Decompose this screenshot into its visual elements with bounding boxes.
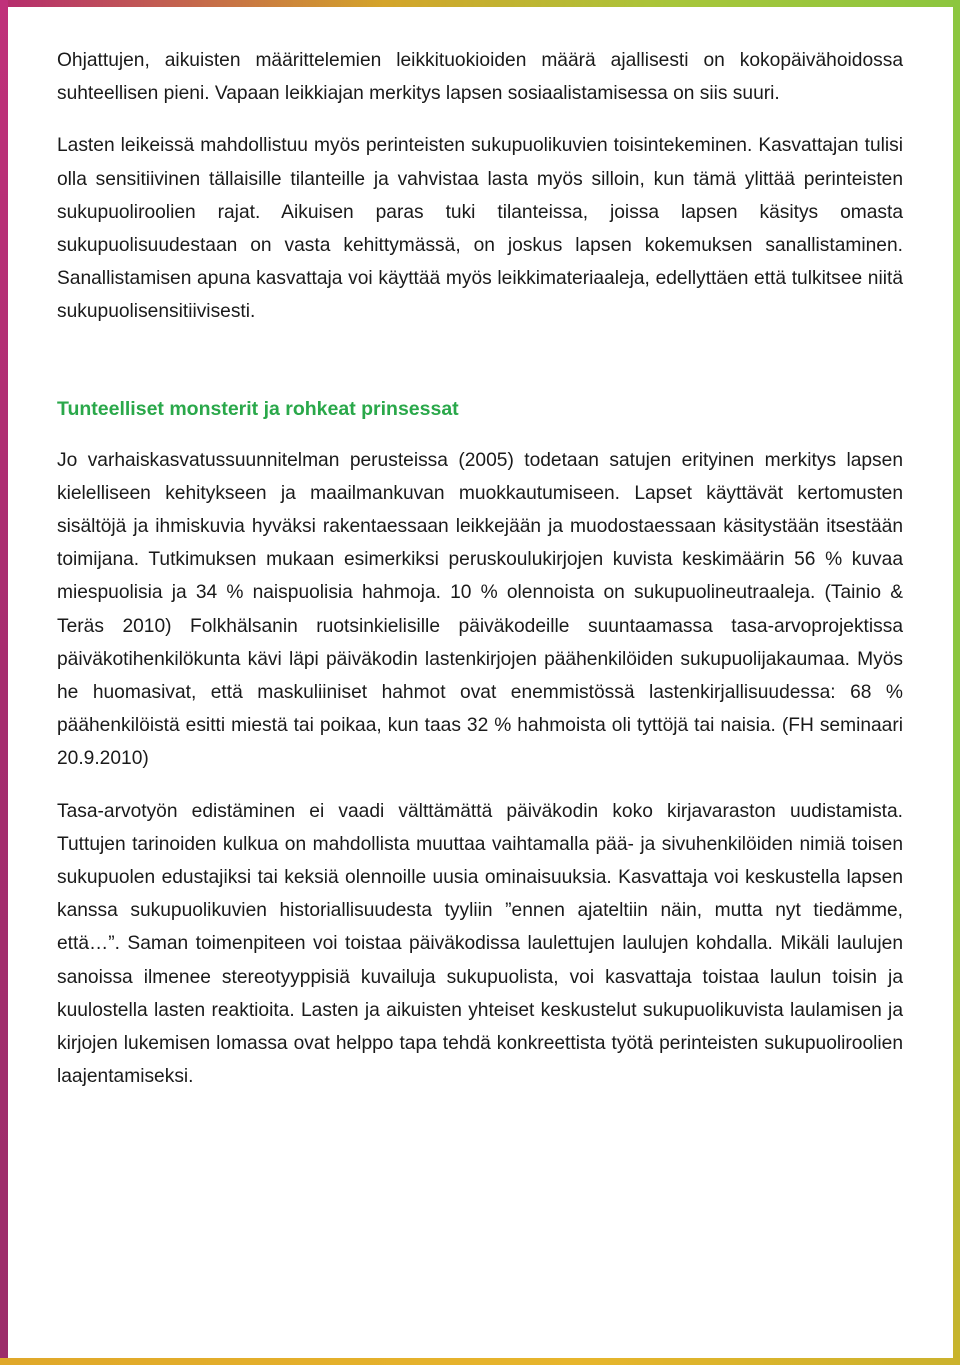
page-border-left (0, 0, 8, 1365)
page-border-right (953, 0, 960, 1365)
paragraph-sadut: Jo varhaiskasvatussuunnitelman perusteissa (2005) todetaan satujen erityinen merkitys lapsen kielelliseen kehitykseen ja maailmankuvan muokkautumiseen. Lapset käyttävät kertomusten sisältöjä ja ihmiskuvia hyväksi rakentaessaan leikkejään ja muodostaessaan käsitystään itsestään toimijana. Tutkimuksen mukaan esimerkiksi peruskoulukirjojen kuvista keskimäärin 56 % kuvaa miespuolisia ja 34 % naispuolisia hahmoja. 10 % olennoista on sukupuolineutraaleja. (Tainio & Teräs 2010) Folkhälsanin ruotsinkielisille päiväkodeille suuntaamassa tasa-arvoprojektissa päiväkotihenkilökunta kävi läpi päiväkodin lastenkirjojen päähenkilöiden sukupuolijakaumaa. Myös he huomasivat, että maskuliiniset hahmot ovat enemmistössä lastenkirjallisuudessa: 68 % päähenkilöistä esitti miestä tai poikaa, kun taas 32 % hahmoista oli tyttöjä tai naisia. (FH seminaari 20.9.2010) (57, 449, 903, 770)
paragraph-lasten-leikit: Lasten leikeissä mahdollistuu myös perinteisten sukupuolikuvien toisintekeminen. Kasvattajan tulisi olla sensitiivinen tällaisille tilanteille ja vahvistaa lasta myös silloin, kun tämä ylittää perinteisten sukupuoliroolien rajat. Aikuisen paras tuki tilanteissa, joissa lapsen käsitys omasta sukupuolisuudestaan on vasta kehittymässä, on joskus lapsen kokemuksen sanallistaminen. Sanallistamisen apuna kasvattaja voi käyttää myös leikkimateriaaleja, edellyttäen että tulkitsee niitä sukupuolisensitiivisesti. (57, 135, 903, 323)
section-heading: Tunteelliset monsterit ja rohkeat prinsessat (57, 397, 459, 420)
page-border-bottom (0, 1358, 960, 1365)
page-border-top (0, 0, 960, 7)
paragraph-kokopaivahoito: Ohjattujen, aikuisten määrittelemien leikkituokioiden määrä ajallisesti on kokopäivähoidossa suhteellisen pieni. Vapaan leikkiajan merkitys lapsen sosiaalistamisessa on siis suuri. (57, 50, 903, 105)
paragraph-tasa-arvotyo: Tasa-arvotyön edistäminen ei vaadi välttämättä päiväkodin koko kirjavaraston uudistamista. Tuttujen tarinoiden kulkua on mahdollista muuttaa vaihtamalla pää- ja sivuhenkilöiden nimiä toisen sukupuolen edustajiksi tai keksiä olennoille uusia ominaisuuksia. Kasvattaja voi keskustella lapsen kanssa sukupuolikuvien historiallisuudesta tyyliin ”ennen ajateltiin näin, mutta nyt tiedämme, että…”. Saman toimenpiteen voi toistaa päiväkodissa laulettujen laulujen kohdalla. Mikäli laulujen sanoissa ilmenee stereotyyppisiä kuvailuja sukupuolista, voi kasvattaja toistaa laulun toisin ja kuulostella lasten reaktioita. Lasten ja aikuisten yhteiset keskustelut sukupuolikuvista laulamisen ja kirjojen lukemisen lomassa ovat helppo tapa tehdä konkreettista työtä perinteisten sukupuoliroolien laajentamiseksi. (57, 800, 903, 1088)
document-body (57, 44, 903, 1093)
